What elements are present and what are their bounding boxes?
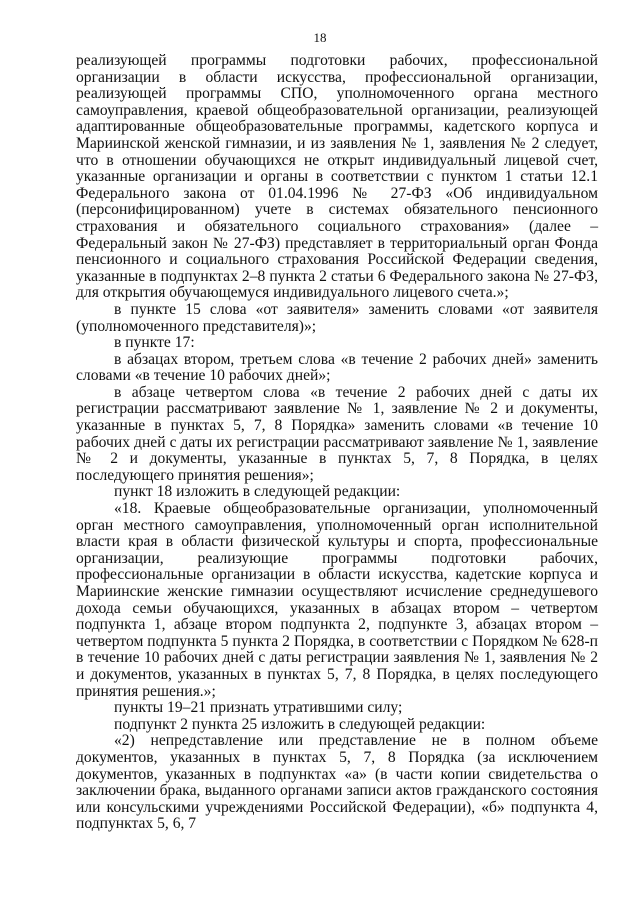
paragraph: подпункт 2 пункта 25 изложить в следующей редакции: bbox=[114, 715, 486, 733]
paragraph: в пункте 17: bbox=[114, 334, 195, 352]
paragraph: «18. Краевые общеобразовательные организации, уполномоченный орган местного самоуправления, уполномоченный орган исполнительной власти края в области физической культуры и спорта, профессиональные организации, реализующие программы подготовки рабочих, профессиональные организации в области искусства, кадетские корпуса и Мариинские женские гимназии осуществляют исчисление среднедушевого дохода семьи обучающихся, указанных в абзацах втором – четвертом подпункта 1, абзаце втором подпункта 2, подпункте 3, абзацах втором – четвертом подпункта 5 пункта 2 Порядка, в соответствии с Порядком № 628-п в течение 10 рабочих дней с даты регистрации заявления № 1, заявления № 2 и документов, указанных в пунктах 5, 7, 8 Порядка, в целях последующего принятия решения.»; bbox=[76, 500, 598, 700]
paragraph: в абзацах втором, третьем слова «в течение 2 рабочих дней» заменить словами «в течение 10 рабочих дней»; bbox=[76, 350, 598, 385]
paragraph: в абзаце четвертом слова «в течение 2 рабочих дней с даты их регистрации рассматривают заявление № 1, заявление № 2 и документы, указанные в пунктах 5, 7, 8 Порядка» заменить словами «в течение 10 рабочих дней с даты их регистрации рассматривают заявление № 1, заявление № 2 и документы, указанные в пунктах 5, 7, 8 Порядка, в целях последующего принятия решения»; bbox=[76, 383, 598, 484]
paragraph: в пункте 15 слова «от заявителя» заменить словами «от заявителя (уполномоченного представителя)»; bbox=[76, 300, 598, 335]
page-number: 18 bbox=[313, 30, 327, 45]
document-body bbox=[76, 53, 598, 833]
paragraph: «2) непредставление или представление не в полном объеме документов, указанных в пунктах 5, 7, 8 Порядка (за исключением документов, указанных в подпунктах «а» (в части копии свидетельства о заключении брака, выданного органами записи актов гражданского состояния или консульскими учреждениями Российской Федерации), «б» подпункта 4, подпунктах 5, 6, 7 bbox=[76, 732, 598, 833]
paragraph: пункты 19–21 признать утратившими силу; bbox=[114, 699, 403, 717]
paragraph: пункт 18 изложить в следующей редакции: bbox=[114, 483, 401, 501]
paragraph: реализующей программы подготовки рабочих, профессиональной организации в области искусства, профессиональной организации, реализующей программы СПО, уполномоченного органа местного самоуправления, краевой общеобразовательной организации, реализующей адаптированные общеобразовательные программы, кадетского корпуса и Мариинской женской гимназии, и из заявления № 1, заявления № 2 следует, что в отношении обучающихся не открыт индивидуальный лицевой счет, указанные организации и органы в соответствии с пунктом 1 статьи 12.1 Федерального закона от 01.04.1996 № 27-ФЗ «Об индивидуальном (персонифицированном) учете в системах обязательного пенсионного страхования и обязательного социального страхования» (далее – Федеральный закон № 27-ФЗ) представляет в территориальный орган Фонда пенсионного и социального страхования Российской Федерации сведения, указанные в подпунктах 2–8 пункта 2 статьи 6 Федерального закона № 27-ФЗ, для открытия обучающемуся индивидуального лицевого счета.»; bbox=[76, 52, 598, 302]
